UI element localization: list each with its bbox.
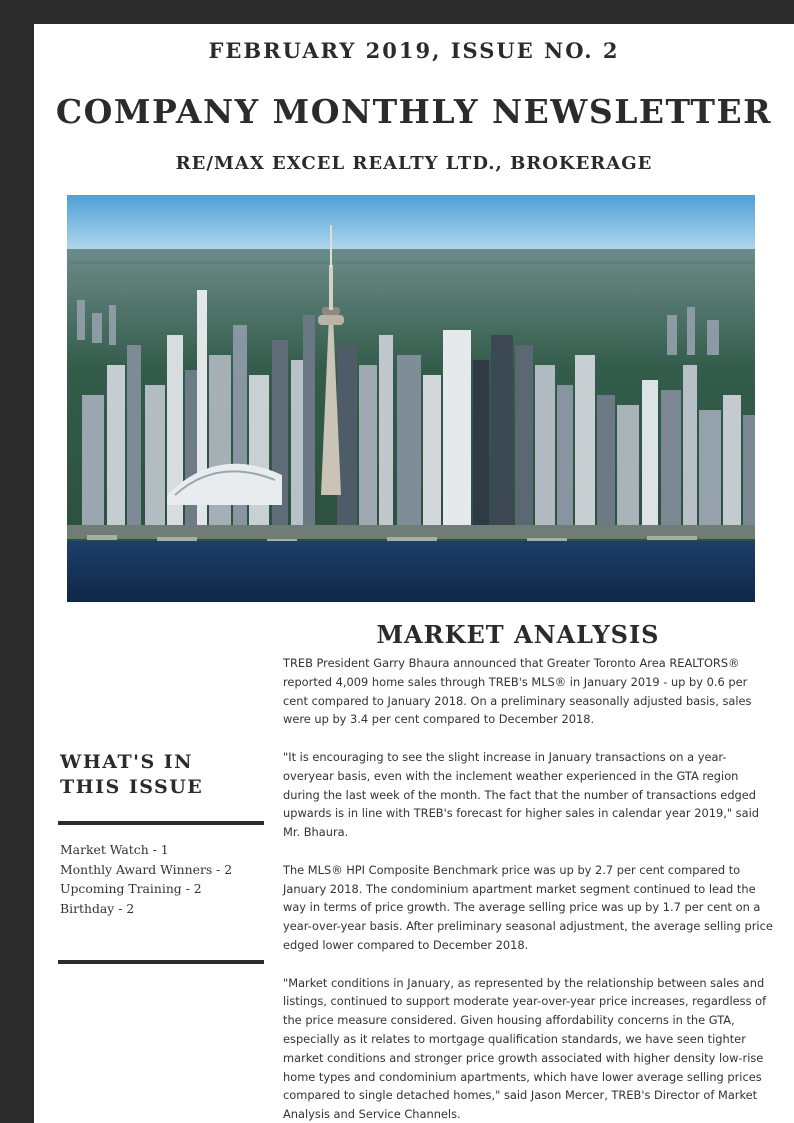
whats-in-this-issue-heading	[60, 750, 260, 800]
newsletter-page	[34, 24, 794, 1123]
market-analysis-article	[283, 654, 775, 1123]
contents-item: Upcoming Training - 2	[60, 881, 202, 896]
heading-line: WHAT'S IN	[60, 751, 194, 773]
article-paragraph: "It is encouraging to see the slight increase in January transactions on a year-overyear basis, even with the inclement weather experienced in the GTA region during the last week of the month. The fact that the number of transactions edged upwards is in line with TREB's forecast for higher sales in calendar year 2019," said Mr. Bhaura.	[283, 749, 759, 840]
article-paragraph: TREB President Garry Bhaura announced that Greater Toronto Area REALTORS® reported 4,009 home sales through TREB's MLS® in January 2019 - up by 0.6 per cent compared to January 2018. On a preliminary seasonally adjusted basis, sales were up by 3.4 per cent compared to December 2018.	[283, 656, 752, 727]
issue-line: FEBRUARY 2019, ISSUE NO. 2	[208, 38, 620, 63]
contents-item: Birthday - 2	[60, 900, 135, 916]
issue-contents-list	[60, 840, 270, 918]
newsletter-title: COMPANY MONTHLY NEWSLETTER	[55, 92, 773, 131]
article-paragraph: "Market conditions in January, as represented by the relationship between sales and listings, continued to support moderate year-over-year price increases, regardless of the price measure considered. Given housing affordability concerns in the GTA, especially as it relates to mortgage qualification standards, we have seen tighter market conditions and stronger price growth associated with higher density low-rise home types and condominium apartments, which have lower average selling prices compared to single detached homes," said Jason Mercer, TREB's Director of Market Analysis and Service Channels.	[283, 975, 767, 1122]
heading-line: THIS ISSUE	[60, 776, 204, 798]
article-paragraph: The MLS® HPI Composite Benchmark price was up by 2.7 per cent compared to January 2018. The condominium apartment market segment continued to lead the way in terms of price growth. The average selling price was up by 1.7 per cent on a year-over-year basis. After preliminary seasonal adjustment, the average selling price edged lower compared to December 2018.	[283, 862, 773, 952]
market-analysis-title: MARKET ANALYSIS	[376, 620, 660, 649]
brokerage-name: RE/MAX EXCEL REALTY LTD., BROKERAGE	[175, 153, 653, 174]
sidebar-divider	[58, 960, 264, 964]
toronto-skyline-photo	[67, 195, 755, 602]
sidebar-divider	[58, 821, 264, 825]
contents-item: Monthly Award Winners - 2	[60, 861, 233, 877]
contents-item: Market Watch - 1	[60, 842, 169, 857]
